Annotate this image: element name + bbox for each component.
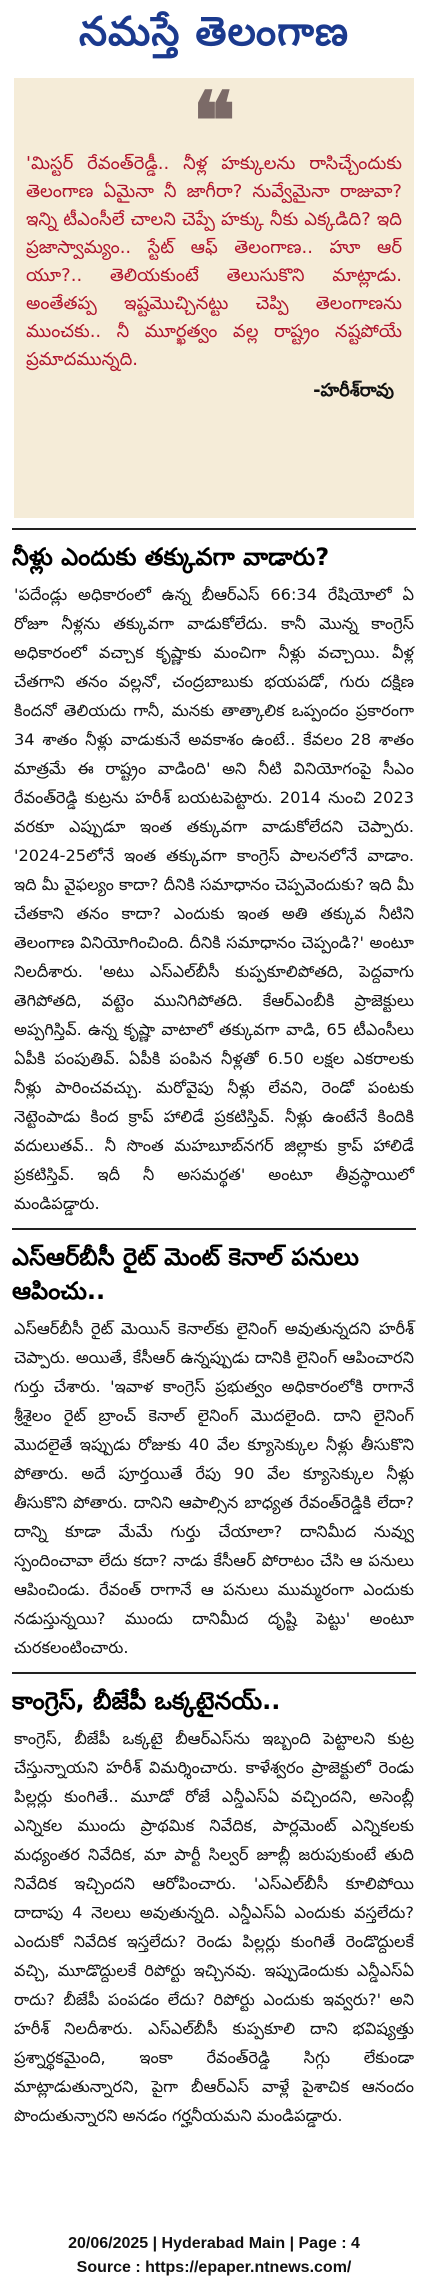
section-divider [12,1672,416,1674]
article-section-1 [8,540,420,1218]
pull-quote-box [14,74,414,518]
section-body: ఎస్ఆర్‌బీసీ రైట్ మెయిన్ కెనాల్‌కు లైనింగ్ అవుతున్నదని హరీశ్ చెప్పారు. అయితే, కేసీఆర్ ఉన్నప్పుడు దానికి లైనింగ్ ఆపించారని గుర్తు చేశారు. 'ఇవాళ కాంగ్రెస్ ప్రభుత్వం అధికారంలోకి రాగానే శ్రీశైలం రైట్ బ్రాంచ్ కెనాల్ లైనింగ్ మొదలైంది. దాని లైనింగ్ మొదలైతే ఇప్పుడు రోజుకు 40 వేల క్యూసెక్కుల నీళ్లు తీసుకొని పోతారు. అదే పూర్తయితే రేపు 90 వేల క్యూసెక్కుల నీళ్లు తీసుకొని పోతారు. దానిని ఆపాల్సిన బాధ్యత రేవంత్‌రెడ్డికి లేదా? దాన్ని కూడా మేమే గుర్తు చేయాలా? దానిమీద నువ్వు స్పందించావా లేదు కదా? నాడు కేసీఆర్ పోరాటం చేసి ఆ పనులు ఆపించిండు. రేవంత్ రాగానే ఆ పనులు ముమ్మరంగా ఎందుకు నడుస్తున్నయి? ముందు దానిమీద దృష్టి పెట్టు' అంటూ చురకలంటించారు. [14,1319,414,1657]
pull-quote-author: -హరీశ్‌రావు [313,380,394,401]
article-section-2 [8,1240,420,1662]
section-divider [12,1228,416,1230]
section-heading: నీళ్లు ఎందుకు తక్కువగా వాడారు? [12,543,330,571]
section-heading: కాంగ్రెస్, బీజేపీ ఒక్కటైనయ్.. [12,1687,281,1715]
section-divider [12,528,416,530]
section-body: కాంగ్రెస్, బీజేపీ ఒక్కటై బీఆర్‌ఎస్‌ను ఇబ్బంది పెట్టాలని కుట్ర చేస్తున్నాయని హరీశ్ విమర్శించారు. కాళేశ్వరం ప్రాజెక్టులో రెండు పిల్లర్లు కుంగితే.. మూడో రోజే ఎన్డీఎస్ఏ వచ్చిందని, అసెంబ్లీ ఎన్నికల ముందు ప్రాథమిక నివేదిక, పార్లమెంట్ ఎన్నికలకు మధ్యంతర నివేదిక, మా పార్టీ సిల్వర్ జూబ్లీ జరుపుకుంటే తుది నివేదిక ఇచ్చిందని ఆరోపించారు. 'ఎస్ఎల్‌బీసీ కూలిపోయి దాదాపు 4 నెలలు అవుతున్నది. ఎన్డీఎస్ఏ ఎందుకు వస్తలేదు? ఎందుకో నివేదిక ఇస్తలేదు? రెండు పిల్లర్లు కుంగితే రెండొద్దులకే వచ్చి, మూడొద్దులకే రిపోర్టు ఇచ్చినవు. ఇప్పుడెందుకు ఎన్డీఎస్ఏ రాదు? బీజేపీ పంపడం లేదు? రిపోర్టు ఎందుకు ఇవ్వరు?' అని హరీశ్ నిలదీశారు. ఎస్ఎల్‌బీసీ కుప్పకూలి దాని భవిష్యత్తు ప్రశ్నార్థకమైంది, ఇంకా రేవంత్‌రెడ్డి సిగ్గు లేకుండా మాట్లాడుతున్నారని, పైగా బీఆర్‌ఎస్ వాళ్లే పైశాచిక ఆనందం పొందుతున్నారని అనడం గర్హనీయమని మండిపడ్డారు. [14,1729,414,2125]
source-link[interactable]: Source : https://epaper.ntnews.com/ [76,2259,352,2276]
section-heading: ఎస్ఆర్‌బీసీ రైట్ మెంట్ కెనాల్ పనులు ఆపించు.. [12,1243,359,1305]
dateline-text: 20/06/2025 | Hyderabad Main | Page : 4 [68,2235,360,2252]
pull-quote-text: 'మిస్టర్ రేవంత్‌రెడ్డీ.. నీళ్ల హక్కులను రాసిచ్చేందుకు తెలంగాణ ఏమైనా నీ జాగీరా? నువ్వేమైనా రాజువా? ఇన్ని టీఎంసీలే చాలని చెప్పే హక్కు నీకు ఎక్కడిది? ఇది ప్రజాస్వామ్యం.. స్టేట్ ఆఫ్ తెలంగాణ.. హూ ఆర్ యూ?.. తెలియకుంటే తెలుసుకొని మాట్లాడు. అంతేతప్ప ఇష్టమొచ్చినట్టు చెప్పి తెలంగాణను ముంచకు.. నీ మూర్ఖత్వం వల్ల రాష్ట్రం నష్టపోయే ప్రమాదమున్నది. [26,153,402,370]
footer-dateline [0,2232,428,2280]
quote-mark-icon: ❝ [192,74,236,168]
article-section-3 [8,1684,420,2130]
masthead-logo: నమస్తే తెలంగాణ [78,9,350,55]
section-body: 'పదేండ్లు అధికారంలో ఉన్న బీఆర్‌ఎస్ 66:34 రేషియోలో ఏ రోజూ నీళ్లను తక్కువగా వాడుకోలేదు. కానీ మొన్న కాంగ్రెస్ అధికారంలో వచ్చాక కృష్ణాకు మంచిగా నీళ్లు వచ్చాయి. వీళ్ల చేతగాని తనం వల్లనో, చంద్రబాబుకు భయపడో, గురు దక్షిణ కిందనో తెలియదు గానీ, మనకు తాత్కాలిక ఒప్పందం ప్రకారంగా 34 శాతం నీళ్లు వాడుకునే అవకాశం ఉంటే.. కేవలం 28 శాతం మాత్రమే ఈ రాష్ట్రం వాడింది' అని నీటి వినియోగంపై సీఎం రేవంత్‌రెడ్డి కుట్రను హరీశ్ బయటపెట్టారు. 2014 నుంచి 2023 వరకూ ఎప్పుడూ ఇంత తక్కువగా వాడుకోలేదని చెప్పారు. '2024-25లోనే ఇంత తక్కువగా కాంగ్రెస్ పాలనలోనే వాడాం. ఇది మీ వైఫల్యం కాదా? దీనికి సమాధానం చెప్పవెందుకు? ఇది మీ చేతకాని తనం కాదా? ఎందుకు ఇంత అతి తక్కువ నీటిని తెలంగాణ వినియోగించింది. దీనికి సమాధానం చెప్పండి?' అంటూ నిలదీశారు. 'అటు ఎస్‌ఎల్‌బీసీ కుప్పకూలిపోతది, పెద్దవాగు తెగిపోతది, వట్టెం మునిగిపోతది. కేఆర్‌ఎంబీకి ప్రాజెక్టులు అప్పగిస్తివ్. ఉన్న కృష్ణా వాటాలో తక్కువగా వాడి, 65 టీఎంసీలు ఏపీకి పంపుతివ్. ఏపీకి పంపిన నీళ్లతో 6.50 లక్షల ఎకరాలకు నీళ్లు పారించవచ్చు. మరోవైపు నీళ్లు లేవని, రెండో పంటకు నెట్టెంపాడు కింద క్రాప్ హాలిడే ప్రకటిస్తివ్. నీళ్లు ఉంటేనే కిందికి వదులుతవ్.. నీ సొంత మహబూబ్‌నగర్ జిల్లాకు క్రాప్ హాలిడే ప్రకటిస్తివ్. ఇదీ నీ అసమర్థత' అంటూ తీవ్రస్థాయిలో మండిపడ్డారు. [14,585,414,1213]
